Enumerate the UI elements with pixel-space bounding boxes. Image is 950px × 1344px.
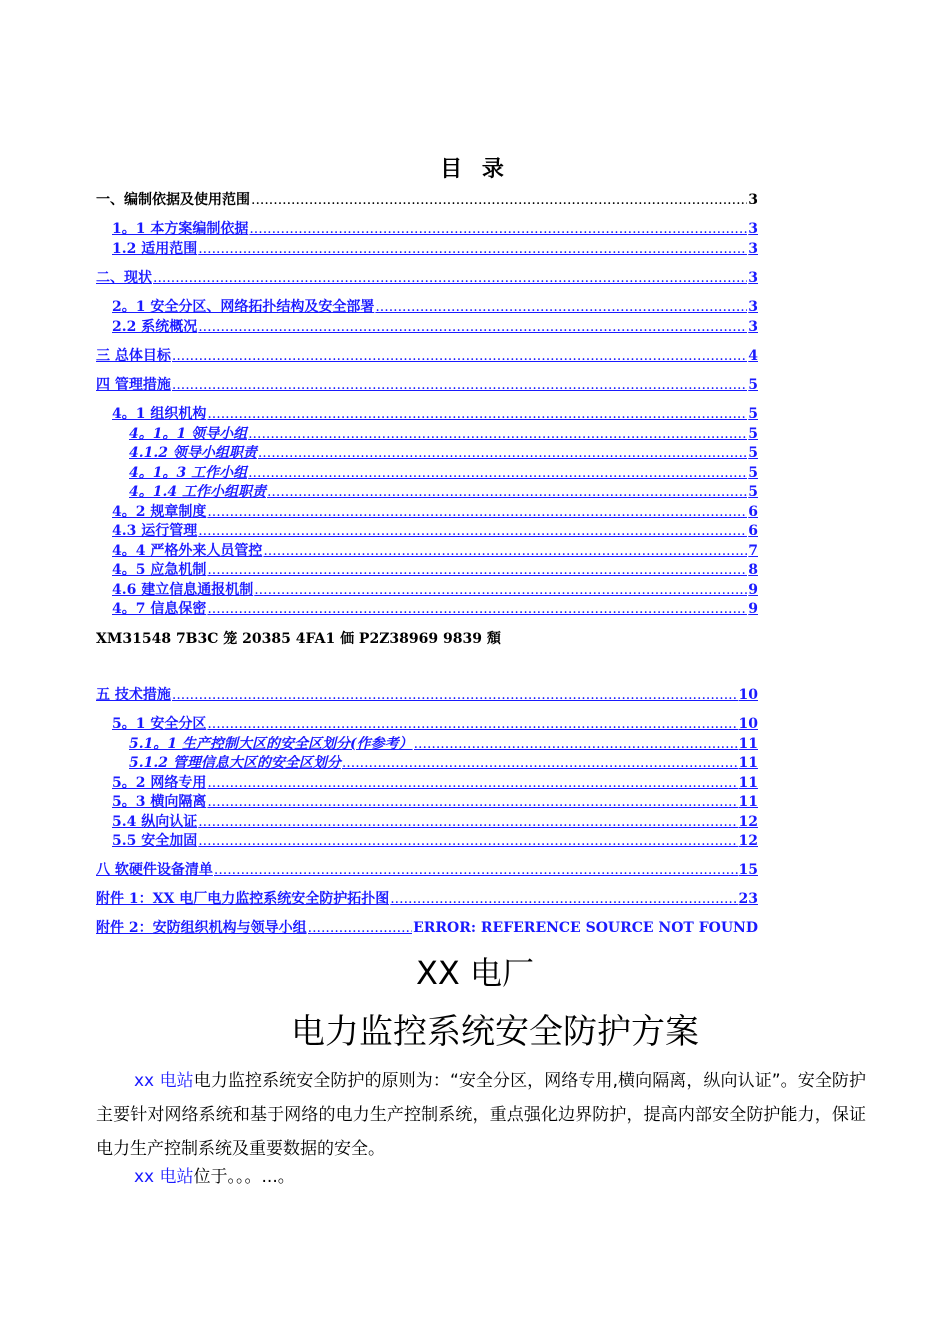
- toc-entry[interactable]: [96, 464, 758, 482]
- toc-leader: [254, 581, 747, 599]
- toc-leader: [207, 715, 737, 733]
- toc-entry-text: 三 总体目标: [96, 348, 171, 364]
- toc-leader: [207, 793, 737, 811]
- toc-entry[interactable]: [96, 919, 758, 937]
- toc-entry[interactable]: [96, 600, 758, 618]
- toc-entry-text: 一、编制依据及使用范围: [96, 192, 250, 208]
- toc-page-number: 4: [748, 348, 758, 364]
- toc-leader: [308, 919, 412, 937]
- toc-entry-text: 五 技术措施: [96, 687, 171, 703]
- toc-entry-text: 5。2 网络专用: [112, 775, 207, 791]
- toc-entry[interactable]: [96, 715, 758, 733]
- toc-entry[interactable]: [96, 542, 758, 560]
- toc-entry[interactable]: [96, 754, 758, 772]
- toc-leader: [258, 444, 747, 462]
- toc-entry[interactable]: [96, 774, 758, 792]
- toc-page-number: 5: [748, 406, 758, 422]
- toc-leader: [172, 376, 747, 394]
- toc-entry-text: 5.5 安全加固: [112, 833, 198, 849]
- toc-page-number: ERROR: REFERENCE SOURCE NOT FOUND: [413, 920, 758, 936]
- toc-leader: [198, 813, 737, 831]
- toc-entry[interactable]: [96, 793, 758, 811]
- toc-page-number: 3: [748, 221, 758, 237]
- toc-leader: [172, 686, 738, 704]
- toc-leader: [248, 425, 747, 443]
- toc-entry-text: 4.3 运行管理: [112, 523, 198, 539]
- toc-entry-text: 5.1.2 管理信息大区的安全区划分: [129, 755, 341, 771]
- toc-entry[interactable]: [96, 861, 758, 879]
- toc-page-number: 5: [748, 377, 758, 393]
- toc-page-number: 5: [748, 465, 758, 481]
- toc-entry[interactable]: [96, 483, 758, 501]
- toc-page-number: 3: [748, 270, 758, 286]
- toc-page-number: 9: [748, 601, 758, 617]
- toc-entry-text: 4。5 应急机制: [112, 562, 207, 578]
- intro-paragraph: [96, 1064, 866, 1166]
- toc-entry-text: 4。1.4 工作小组职责: [129, 484, 266, 500]
- toc-entry-text: 八 软硬件设备清单: [96, 862, 213, 878]
- toc-page-number: 15: [738, 862, 758, 878]
- toc-entry[interactable]: [96, 444, 758, 462]
- toc-entry[interactable]: [96, 405, 758, 423]
- toc-page-number: 11: [738, 736, 758, 752]
- toc-leader: [153, 269, 747, 287]
- toc-entry[interactable]: [96, 191, 758, 209]
- toc-page-number: 8: [748, 562, 758, 578]
- toc-entry[interactable]: [96, 832, 758, 850]
- toc-entry[interactable]: [96, 581, 758, 599]
- toc-leader: [375, 298, 747, 316]
- garbled-text-line: XM31548 7B3C 笼 20385 4FA1 価 P2Z38969 9839 頽: [96, 631, 501, 647]
- toc-page-number: 3: [748, 319, 758, 335]
- toc-entry[interactable]: [96, 240, 758, 258]
- toc-entry-text: 2.2 系统概况: [112, 319, 198, 335]
- toc-entry-text: 5。3 横向隔离: [112, 794, 207, 810]
- toc-leader: [198, 318, 747, 336]
- toc-entry[interactable]: [96, 298, 758, 316]
- toc-entry-text: 附件 2：安防组织机构与领导小组: [96, 920, 307, 936]
- toc-page-number: 11: [738, 794, 758, 810]
- station-name: xx 电站: [134, 1167, 194, 1187]
- toc-page-number: 3: [748, 241, 758, 257]
- toc-leader: [267, 483, 747, 501]
- toc-entry[interactable]: [96, 269, 758, 287]
- toc-entry-text: 5。1 安全分区: [112, 716, 207, 732]
- document-title-line2: 电力监控系统安全防护方案: [291, 1012, 699, 1052]
- toc-entry[interactable]: [96, 376, 758, 394]
- paragraph-text: 电力监控系统安全防护的原则为：“安全分区，网络专用,横向隔离，纵向认证”。安全防护主要针对网络系统和基于网络的电力生产控制系统，重点强化边界防护，提高内部安全防护能力，保证电力生产控制系统及重要数据的安全。: [96, 1071, 866, 1159]
- toc-entry[interactable]: [96, 890, 758, 908]
- toc-page-number: 3: [748, 192, 758, 208]
- toc-leader: [251, 191, 747, 209]
- toc-page-number: 5: [748, 445, 758, 461]
- toc-page-number: 9: [748, 582, 758, 598]
- toc-entry-text: 5.4 纵向认证: [112, 814, 198, 830]
- toc-page-number: 3: [748, 299, 758, 315]
- toc-page-number: 5: [748, 426, 758, 442]
- toc-entry[interactable]: [96, 318, 758, 336]
- toc-leader: [172, 347, 747, 365]
- toc-leader: [342, 754, 738, 772]
- toc-entry-text: 1。1 本方案编制依据: [112, 221, 249, 237]
- toc-entry-text: 4。2 规章制度: [112, 504, 207, 520]
- toc-entry[interactable]: [96, 425, 758, 443]
- toc-entry-text: 4.1.2 领导小组职责: [129, 445, 257, 461]
- toc-entry-text: 4。1。1 领导小组: [129, 426, 248, 442]
- toc-page-number: 11: [738, 775, 758, 791]
- toc-entry-text: 4。7 信息保密: [112, 601, 207, 617]
- toc-entry-text: 四 管理措施: [96, 377, 171, 393]
- toc-page-number: 12: [738, 833, 758, 849]
- toc-entry[interactable]: [96, 686, 758, 704]
- toc-leader: [207, 405, 747, 423]
- toc-page-number: 12: [738, 814, 758, 830]
- toc-leader: [207, 503, 747, 521]
- toc-entry[interactable]: [96, 220, 758, 238]
- toc-entry-text: 4。1。3 工作小组: [129, 465, 248, 481]
- toc-page-number: 10: [738, 687, 758, 703]
- toc-entry-text: 附件 1：XX 电厂电力监控系统安全防护拓扑图: [96, 891, 390, 907]
- toc-entry[interactable]: [96, 561, 758, 579]
- toc-entry[interactable]: [96, 503, 758, 521]
- paragraph-text: 位于。。。...。: [193, 1167, 295, 1187]
- toc-leader: [207, 774, 737, 792]
- toc-entry-text: 4。4 严格外来人员管控: [112, 543, 263, 559]
- toc-title: 目 录: [440, 156, 510, 182]
- toc-entry-text: 1.2 适用范围: [112, 241, 198, 257]
- toc-page-number: 11: [738, 755, 758, 771]
- toc-leader: [198, 832, 737, 850]
- toc-page-number: 6: [748, 504, 758, 520]
- station-name: xx 电站: [134, 1071, 194, 1091]
- toc-page-number: 7: [748, 543, 758, 559]
- toc-entry-text: 2。1 安全分区、网络拓扑结构及安全部署: [112, 299, 375, 315]
- toc-leader: [263, 542, 747, 560]
- toc-leader: [248, 464, 747, 482]
- toc-leader: [249, 220, 747, 238]
- toc-entry[interactable]: [96, 522, 758, 540]
- toc-entry-text: 4。1 组织机构: [112, 406, 207, 422]
- toc-entry[interactable]: [96, 735, 758, 753]
- toc-page-number: 10: [738, 716, 758, 732]
- document-title-line1: XX 电厂: [415, 954, 535, 992]
- toc-leader: [198, 522, 747, 540]
- toc-page-number: 6: [748, 523, 758, 539]
- toc-page-number: 23: [738, 891, 758, 907]
- toc-leader: [198, 240, 747, 258]
- toc-leader: [207, 561, 747, 579]
- location-paragraph: [96, 1160, 866, 1194]
- toc-leader: [214, 861, 738, 879]
- toc-entry[interactable]: [96, 347, 758, 365]
- toc-leader: [414, 735, 738, 753]
- toc-leader: [207, 600, 747, 618]
- toc-entry-text: 5.1。1 生产控制大区的安全区划分(作参考）: [129, 736, 413, 752]
- toc-page-number: 5: [748, 484, 758, 500]
- toc-entry-text: 二、现状: [96, 270, 152, 286]
- toc-entry-text: 4.6 建立信息通报机制: [112, 582, 254, 598]
- toc-entry[interactable]: [96, 813, 758, 831]
- toc-leader: [390, 890, 737, 908]
